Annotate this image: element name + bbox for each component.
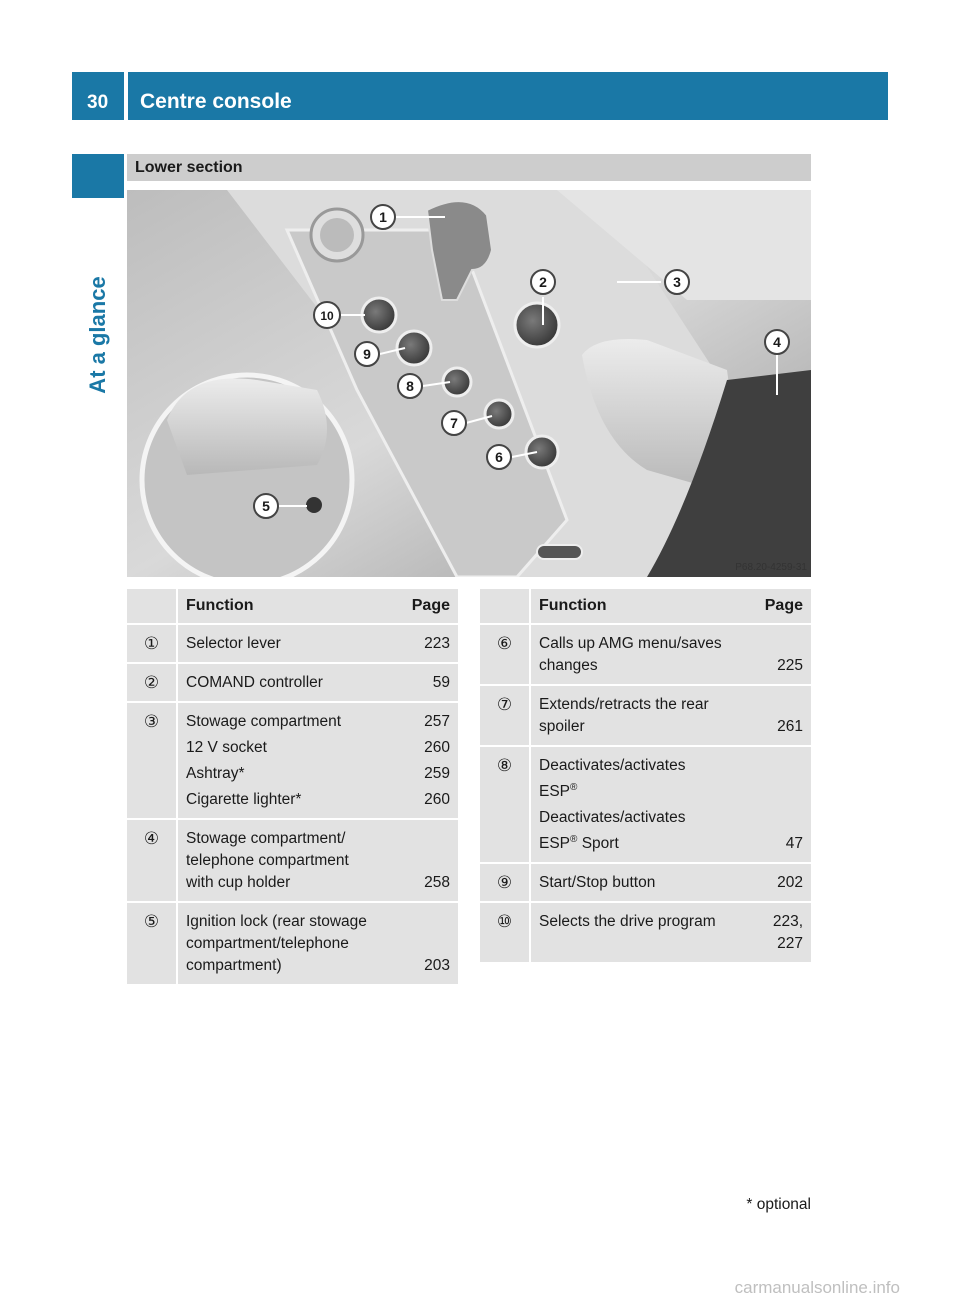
table-row bbox=[480, 903, 811, 962]
page-title: Centre console bbox=[128, 72, 888, 120]
table-row bbox=[480, 747, 811, 862]
side-tab-block bbox=[72, 154, 124, 198]
row-number: ⑤ bbox=[127, 903, 178, 984]
callout-2 bbox=[531, 270, 555, 294]
row-number: ⑥ bbox=[480, 625, 531, 684]
svg-text:7: 7 bbox=[450, 415, 458, 431]
row-function: Calls up AMG menu/saves changes bbox=[531, 625, 753, 684]
row-page: 257 bbox=[424, 713, 450, 730]
row-function: Ignition lock (rear stowage compartment/telephone compartment) bbox=[178, 903, 400, 984]
row-function: Selector lever bbox=[178, 625, 400, 662]
row-page: 59 bbox=[400, 664, 458, 701]
header-function: Function bbox=[531, 589, 753, 623]
callout-10 bbox=[314, 302, 340, 328]
watermark: carmanualsonline.info bbox=[734, 1278, 900, 1297]
table-row bbox=[127, 664, 458, 701]
row-function-group bbox=[178, 703, 458, 818]
centre-console-photo bbox=[127, 190, 811, 577]
row-number: ⑦ bbox=[480, 686, 531, 745]
svg-text:5: 5 bbox=[262, 498, 270, 514]
row-number: ⑨ bbox=[480, 864, 531, 901]
function-table-right bbox=[480, 587, 811, 964]
sub-function: Cigarette lighter* bbox=[186, 791, 302, 808]
sub-page: 260 bbox=[424, 739, 450, 756]
row-number: ③ bbox=[127, 703, 178, 818]
table-row bbox=[480, 864, 811, 901]
header-page: Page bbox=[753, 589, 811, 623]
row-number: ② bbox=[127, 664, 178, 701]
row-function: Stowage compartment/ telephone compartment with cup holder bbox=[178, 820, 400, 901]
side-section-label: At a glance bbox=[85, 276, 110, 394]
function-table-left bbox=[127, 587, 458, 986]
row-page: 47 bbox=[753, 747, 811, 862]
table-row bbox=[480, 625, 811, 684]
callout-8 bbox=[398, 374, 422, 398]
callout-7 bbox=[442, 411, 466, 435]
svg-text:4: 4 bbox=[773, 334, 781, 350]
svg-text:1: 1 bbox=[379, 209, 387, 225]
row-function: Deactivates/activates ESP® Deactivates/activates ESP® Sport bbox=[531, 747, 753, 862]
row-page: 203 bbox=[400, 903, 458, 984]
callout-3 bbox=[665, 270, 689, 294]
callout-5 bbox=[254, 494, 278, 518]
svg-text:3: 3 bbox=[673, 274, 681, 290]
row-function: Stowage compartment bbox=[186, 713, 342, 730]
row-page: 223, 227 bbox=[753, 903, 811, 962]
header-page: Page bbox=[400, 589, 458, 623]
section-heading: Lower section bbox=[127, 154, 811, 181]
callout-4 bbox=[765, 330, 789, 354]
row-page: 225 bbox=[753, 625, 811, 684]
svg-text:8: 8 bbox=[406, 378, 414, 394]
row-number: ① bbox=[127, 625, 178, 662]
table-header-row bbox=[480, 589, 811, 623]
callout-9 bbox=[355, 342, 379, 366]
row-function: Selects the drive program bbox=[531, 903, 753, 962]
row-function: Start/Stop button bbox=[531, 864, 753, 901]
table-row bbox=[480, 686, 811, 745]
svg-text:6: 6 bbox=[495, 449, 503, 465]
row-page: 223 bbox=[400, 625, 458, 662]
table-row bbox=[127, 625, 458, 662]
table-row bbox=[127, 903, 458, 984]
callout-1 bbox=[371, 205, 395, 229]
row-page: 261 bbox=[753, 686, 811, 745]
row-page: 258 bbox=[400, 820, 458, 901]
row-number: ④ bbox=[127, 820, 178, 901]
footnote-optional: * optional bbox=[746, 1196, 811, 1213]
svg-text:10: 10 bbox=[320, 309, 334, 323]
svg-text:2: 2 bbox=[539, 274, 547, 290]
console-illustration bbox=[127, 190, 811, 577]
page-number: 30 bbox=[72, 72, 124, 120]
table-row bbox=[127, 820, 458, 901]
figure-ref-code: P68.20-4259-31 bbox=[735, 562, 807, 573]
header-num-col bbox=[127, 589, 178, 623]
row-number: ⑩ bbox=[480, 903, 531, 962]
table-row bbox=[127, 703, 458, 818]
sub-function: 12 V socket bbox=[186, 739, 267, 756]
row-function: COMAND controller bbox=[178, 664, 400, 701]
sub-function: Ashtray* bbox=[186, 765, 245, 782]
header-function: Function bbox=[178, 589, 400, 623]
row-function: Extends/retracts the rear spoiler bbox=[531, 686, 753, 745]
sub-page: 259 bbox=[424, 765, 450, 782]
callout-6 bbox=[487, 445, 511, 469]
sub-page: 260 bbox=[424, 791, 450, 808]
table-header-row bbox=[127, 589, 458, 623]
row-page: 202 bbox=[753, 864, 811, 901]
row-number: ⑧ bbox=[480, 747, 531, 862]
header-num-col bbox=[480, 589, 531, 623]
svg-text:9: 9 bbox=[363, 346, 371, 362]
